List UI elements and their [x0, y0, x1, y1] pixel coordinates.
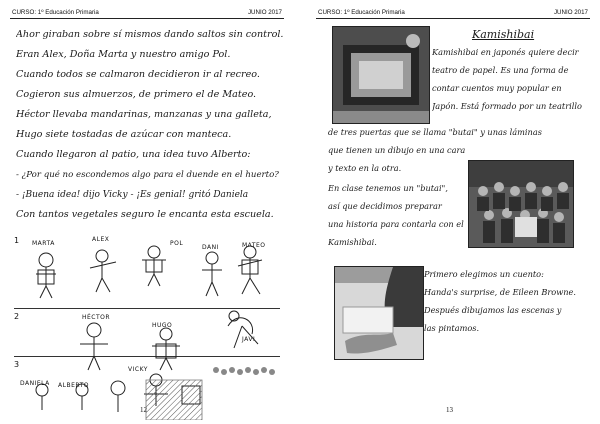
- figure-label: MARTA: [32, 240, 55, 247]
- row-number: 3: [14, 360, 20, 369]
- text-line: contar cuentos muy popular en: [432, 83, 562, 93]
- story-line: Cogieron sus almuerzos, de primero el de Mateo.: [16, 89, 257, 100]
- story-line: Cuando todos se calmaron decidieron ir al recreo.: [16, 69, 260, 80]
- figure-label: ALEX: [92, 236, 110, 243]
- photo-butai: [332, 26, 430, 124]
- story-line: Eran Alex, Doña Marta y nuestro amigo Pol.: [16, 49, 231, 60]
- photo-class-group: [468, 160, 574, 248]
- story-line: Cuando llegaron al patio, una idea tuvo Alberto:: [16, 149, 251, 160]
- header-date: JUNIO 2017: [553, 9, 588, 16]
- page-number: 13: [446, 406, 453, 414]
- text-line: que tienen un dibujo en una cara: [328, 145, 466, 155]
- story-line: - ¡Buena idea! dijo Vicky - ¡Es genial! gritó Daniela: [16, 190, 249, 200]
- text-line: una historia para contarla con el: [328, 219, 464, 229]
- figure-label: DANI: [202, 244, 219, 251]
- text-line: teatro de papel. Es una forma de: [432, 65, 569, 75]
- story-line: Héctor llevaba mandarinas, manzanas y una galleta,: [16, 109, 272, 120]
- figure-label: DANIELA: [20, 380, 50, 387]
- text-line: y texto en la otra.: [328, 163, 402, 173]
- header-course: CURSO: 1º Educación Primaria: [318, 9, 405, 16]
- page-header: [316, 8, 590, 19]
- figure-label: HUGO: [152, 322, 173, 329]
- story-line: Con tantos vegetales seguro le encanta esta escuela.: [16, 209, 274, 220]
- photo-content: [469, 161, 573, 247]
- text-line: Después dibujamos las escenas y: [424, 305, 562, 315]
- figure-label: JAVI: [242, 336, 256, 343]
- drawing-sketches: [6, 230, 288, 420]
- text-line: En clase tenemos un "butai",: [328, 183, 448, 193]
- row-number: 1: [14, 236, 20, 245]
- text-line: las pintamos.: [424, 323, 480, 333]
- text-line: Japón. Está formado por un teatrillo: [432, 101, 582, 111]
- story-line: Hugo siete tostadas de azúcar con manteca.: [16, 129, 232, 140]
- text-line: Kamishibai.: [328, 237, 377, 247]
- photo-content: [333, 27, 429, 123]
- story-line: - ¿Por qué no escondemos algo para el duende en el huerto?: [16, 170, 279, 180]
- story-line: Ahor giraban sobre sí mismos dando saltos sin control.: [16, 29, 284, 40]
- left-page: [6, 4, 288, 420]
- header-date: JUNIO 2017: [247, 9, 282, 16]
- figure-label: POL: [170, 240, 184, 247]
- text-line: de tres puertas que se llama "butai" y unas láminas: [328, 127, 542, 137]
- page-header: [10, 8, 284, 19]
- figure-label: HÉCTOR: [82, 314, 111, 321]
- right-page: [312, 4, 594, 420]
- figure-label: VICKY: [128, 366, 148, 373]
- photo-child-drawing: [334, 266, 424, 360]
- section-title: Kamishibai: [472, 28, 535, 41]
- text-line: Kamishibai en japonés quiere decir: [432, 47, 579, 57]
- text-line: Primero elegimos un cuento:: [424, 269, 544, 279]
- row-number: 2: [14, 312, 20, 321]
- figure-label: ALBERTO: [58, 382, 89, 389]
- figure-label: MATEO: [242, 242, 266, 249]
- photo-content: [335, 267, 423, 359]
- header-course: CURSO: 1º Educación Primaria: [12, 9, 99, 16]
- text-line: Handa's surprise, de Eileen Browne.: [424, 287, 576, 297]
- text-line: así que decidimos preparar: [328, 201, 442, 211]
- page-number: 12: [140, 406, 147, 414]
